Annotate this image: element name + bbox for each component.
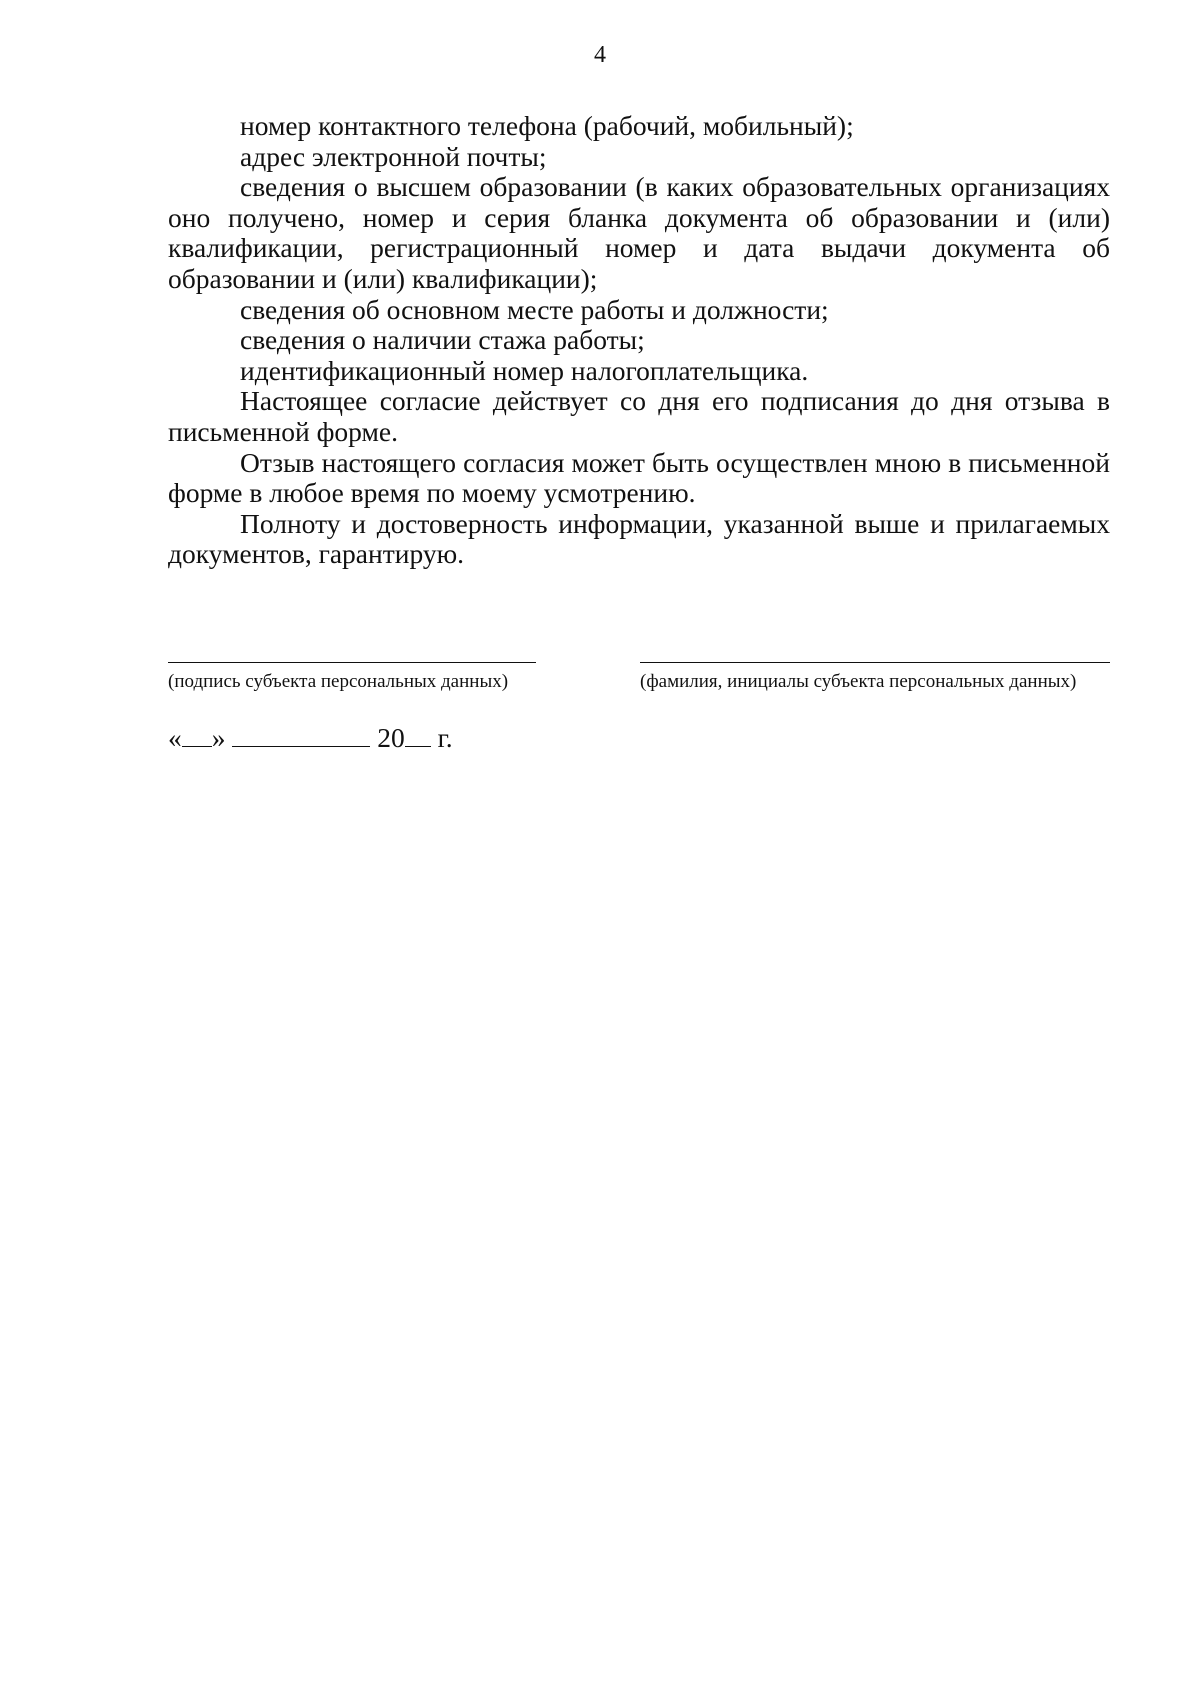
name-initials-caption: (фамилия, инициалы субъекта персональных данных): [640, 671, 1077, 692]
page-number: 4: [594, 42, 606, 68]
signature-line: [168, 662, 536, 663]
date-open-quote: «: [168, 722, 182, 753]
date-month-blank[interactable]: [232, 722, 370, 747]
date-year-prefix: 20: [377, 722, 405, 753]
document-body: [168, 111, 1110, 570]
date-year-blank[interactable]: [405, 722, 431, 747]
paragraph: Настоящее согласие действует со дня его подписания до дня отзыва в письменной форме.: [168, 385, 1110, 447]
paragraph: сведения о высшем образовании (в каких образовательных организациях оно получено, номер и серия бланка документа об образовании и (или) квалификации, регистрационный номер и дата выдачи документа об образовании и (или) квалификации);: [168, 171, 1110, 294]
date-day-blank[interactable]: [182, 722, 212, 747]
paragraph: адрес электронной почты;: [240, 140, 547, 172]
paragraph: Полноту и достоверность информации, указанной выше и прилагаемых документов, гарантирую.: [168, 507, 1110, 570]
paragraph: Отзыв настоящего согласия может быть осуществлен мною в письменной форме в любое время по моему усмотрению.: [168, 446, 1110, 509]
signature-caption: (подпись субъекта персональных данных): [168, 671, 509, 692]
name-initials-field[interactable]: [640, 662, 1110, 702]
name-initials-line: [640, 662, 1110, 663]
date-line: [168, 722, 453, 754]
date-close-quote: »: [211, 722, 226, 753]
paragraph: номер контактного телефона (рабочий, мобильный);: [240, 110, 854, 141]
paragraph: сведения о наличии стажа работы;: [240, 324, 645, 356]
paragraph: сведения об основном месте работы и должности;: [240, 293, 829, 325]
date-year-suffix: г.: [437, 722, 453, 753]
signature-field[interactable]: [168, 662, 536, 702]
paragraph: идентификационный номер налогоплательщика.: [240, 354, 809, 386]
